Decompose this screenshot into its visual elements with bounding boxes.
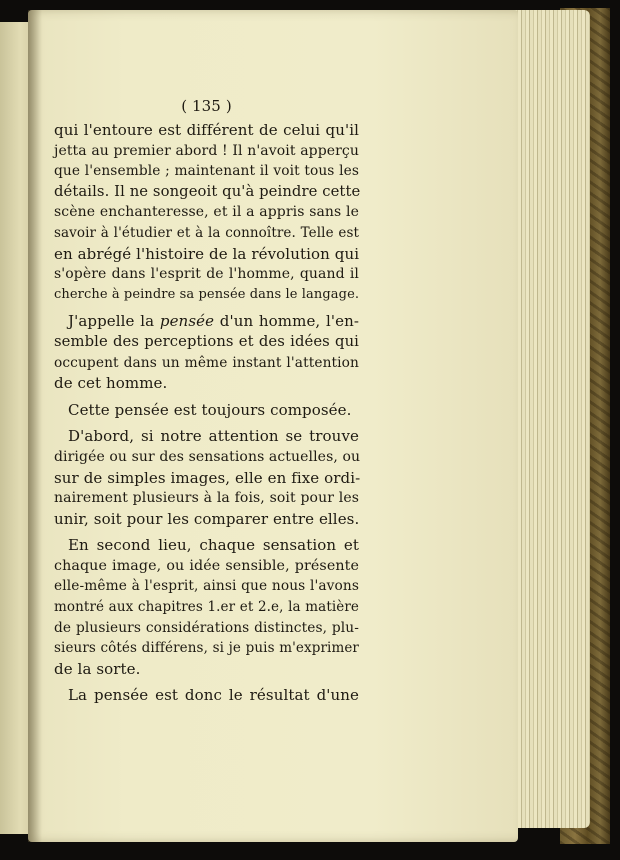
text-line: savoir à l'étudier et à la connoître. Telle est bbox=[54, 224, 359, 241]
gutter-shadow bbox=[28, 10, 42, 842]
text-line: En second lieu, chaque sensation et bbox=[68, 536, 359, 555]
text-line: sieurs côtés différens, si je puis m'exprimer bbox=[54, 640, 359, 657]
text-line: nairement plusieurs à la fois, soit pour les bbox=[54, 490, 359, 507]
text-line: cherche à peindre sa pensée dans le langage. bbox=[54, 286, 360, 302]
text-line: jetta au premier abord ! Il n'avoit apperçu bbox=[54, 142, 359, 159]
text-line: La pensée est donc le résultat d'une bbox=[68, 686, 359, 705]
text-line: montré aux chapitres 1.er et 2.e, la matière bbox=[54, 599, 359, 616]
text-fragment: d'un homme, l'en- bbox=[219, 312, 360, 331]
text-line: D'abord, si notre attention se trouve bbox=[68, 427, 359, 446]
text-line: unir, soit pour les comparer entre elles. bbox=[54, 509, 360, 528]
text-line: scène enchanteresse, et il a appris sans le bbox=[54, 204, 359, 221]
text-fragment: J'appelle la bbox=[68, 312, 155, 331]
text-line bbox=[54, 311, 359, 332]
text-line: détails. Il ne songeoit qu'à peindre cette bbox=[54, 182, 361, 200]
text-line: de plusieurs considérations distinctes, plu- bbox=[54, 619, 359, 636]
text-line: de cet homme. bbox=[54, 374, 168, 393]
italic-term: pensée bbox=[159, 312, 215, 331]
text-line: sur de simples images, elle en fixe ordi- bbox=[54, 468, 361, 487]
page-number: ( 135 ) bbox=[181, 97, 232, 115]
text-line: dirigée ou sur des sensations actuelles, ou bbox=[54, 448, 361, 465]
text-line: qui l'entoure est différent de celui qu'il bbox=[54, 121, 359, 139]
text-line: de la sorte. bbox=[54, 659, 141, 678]
text-line: semble des perceptions et des idées qui bbox=[54, 332, 359, 350]
text-line: chaque image, ou idée sensible, présente bbox=[54, 557, 359, 574]
text-line: en abrégé l'histoire de la révolution qui bbox=[54, 244, 360, 263]
text-line: que l'ensemble ; maintenant il voit tous les bbox=[54, 163, 359, 180]
text-line: occupent dans un même instant l'attention bbox=[54, 354, 359, 371]
text-line: Cette pensée est toujours composée. bbox=[68, 400, 352, 419]
page-text bbox=[54, 96, 359, 706]
text-line: elle-même à l'esprit, ainsi que nous l'avons bbox=[54, 578, 359, 595]
text-line: s'opère dans l'esprit de l'homme, quand il bbox=[54, 266, 359, 283]
